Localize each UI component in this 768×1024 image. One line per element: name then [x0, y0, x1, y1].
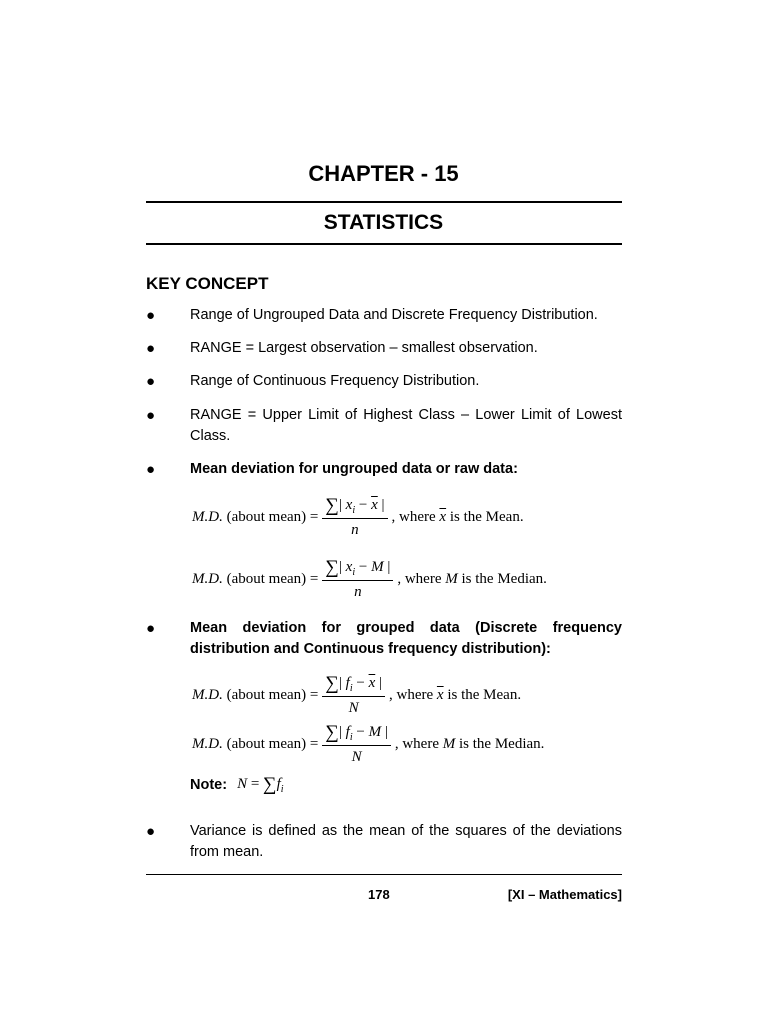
comma: ,	[391, 509, 396, 525]
var-f: f	[345, 724, 350, 740]
abs-open: |	[338, 675, 346, 691]
numerator	[322, 558, 393, 581]
var-f: f	[345, 675, 350, 691]
abs-open: |	[338, 559, 346, 575]
is-the-mean: is the Mean.	[447, 687, 522, 703]
sum-symbol: ∑	[325, 722, 339, 743]
where-text: where	[402, 736, 439, 752]
footer-rule	[146, 874, 622, 875]
comma: ,	[397, 571, 402, 587]
minus: −	[352, 724, 369, 740]
sub-i: i	[280, 784, 284, 795]
denominator: n	[351, 522, 359, 538]
abs-close: |	[383, 559, 391, 575]
var-m: M	[368, 724, 382, 740]
minus: −	[355, 559, 372, 575]
var-x: x	[345, 559, 353, 575]
var-xbar: $\overline{x}$	[436, 687, 444, 703]
denominator: n	[354, 584, 362, 600]
denominator: N	[351, 749, 362, 765]
sub-i: i	[352, 505, 356, 516]
note	[190, 775, 284, 795]
md-symbol: M.D.	[192, 509, 223, 525]
var-xbar: $\overline{x}$	[368, 675, 376, 691]
formula-md-grouped-median	[192, 723, 544, 766]
var-f: f	[276, 776, 281, 792]
var-x: x	[345, 497, 353, 513]
list-item: Range of Continuous Frequency Distribution.	[190, 373, 480, 389]
bullet: ●	[146, 461, 156, 478]
var-m: M	[445, 571, 458, 587]
bullet: ●	[146, 620, 156, 637]
abs-close: |	[377, 497, 385, 513]
fraction	[322, 674, 385, 717]
list-item: RANGE = Upper Limit of Highest Class – Lower Limit of Lowest Class.	[190, 407, 622, 444]
page-title: STATISTICS	[323, 211, 444, 234]
bullet: ●	[146, 407, 156, 424]
minus: −	[352, 675, 369, 691]
list-item: Range of Ungrouped Data and Discrete Frequency Distribution.	[190, 307, 598, 323]
comma: ,	[394, 736, 399, 752]
abs-open: |	[338, 724, 346, 740]
about-mean-text: (about mean) =	[226, 736, 319, 752]
about-mean-text: (about mean) =	[226, 571, 319, 587]
where-text: where	[404, 571, 442, 587]
var-xbar: $\overline{x}$	[371, 497, 378, 513]
sum-symbol: ∑	[325, 495, 339, 516]
top-rule	[146, 201, 622, 203]
fraction	[322, 496, 387, 539]
var-m: M	[442, 736, 456, 752]
abs-close: |	[375, 675, 383, 691]
abs-close: |	[381, 724, 388, 740]
formula-md-ungrouped-mean	[192, 496, 524, 539]
list-item: Variance is defined as the mean of the squares of the deviations from mean.	[190, 823, 622, 860]
bullet: ●	[146, 373, 156, 390]
numerator	[322, 723, 391, 746]
note-formula	[237, 775, 283, 795]
list-item: Mean deviation for grouped data (Discrete frequency distribution and Continuous frequency distribution):	[190, 620, 622, 657]
is-the-median: is the Median.	[461, 571, 547, 587]
bullet: ●	[146, 307, 156, 324]
sum-symbol: ∑	[263, 774, 277, 795]
md-symbol: M.D.	[192, 736, 223, 752]
numerator	[322, 496, 387, 519]
denominator: N	[348, 700, 359, 716]
formula-md-ungrouped-median	[192, 558, 547, 601]
sum-symbol: ∑	[325, 557, 339, 578]
md-symbol: M.D.	[192, 571, 223, 587]
var-n: N	[237, 776, 248, 792]
book-label: [XI – Mathematics]	[507, 887, 622, 902]
bullet: ●	[146, 823, 156, 840]
sub-i: i	[349, 732, 353, 743]
section-heading: KEY CONCEPT	[146, 274, 269, 293]
sum-symbol: ∑	[325, 673, 339, 694]
abs-open: |	[338, 497, 346, 513]
formula-md-grouped-mean	[192, 674, 521, 717]
sub-i: i	[352, 567, 356, 578]
var-m: M	[371, 559, 384, 575]
note-label: Note:	[190, 777, 228, 793]
md-symbol: M.D.	[192, 687, 223, 703]
var-xbar: $\overline{x}$	[439, 509, 447, 525]
fraction	[322, 723, 391, 766]
title-rule	[146, 243, 622, 245]
chapter-heading: CHAPTER - 15	[308, 161, 459, 186]
comma: ,	[389, 687, 393, 703]
is-the-mean: is the Mean.	[449, 509, 524, 525]
about-mean-text: (about mean) =	[226, 687, 319, 703]
bullet: ●	[146, 340, 156, 357]
list-item: Mean deviation for ungrouped data or raw data:	[190, 461, 518, 477]
about-mean-text: (about mean) =	[226, 509, 319, 525]
page-number: 178	[368, 887, 390, 902]
is-the-median: is the Median.	[459, 736, 545, 752]
minus: −	[355, 497, 372, 513]
fraction	[322, 558, 393, 601]
sub-i: i	[349, 683, 353, 694]
where-text: where	[399, 509, 436, 525]
where-text: where	[396, 687, 434, 703]
numerator	[322, 674, 385, 697]
list-item: RANGE = Largest observation – smallest observation.	[190, 340, 538, 356]
equals: =	[247, 776, 264, 792]
